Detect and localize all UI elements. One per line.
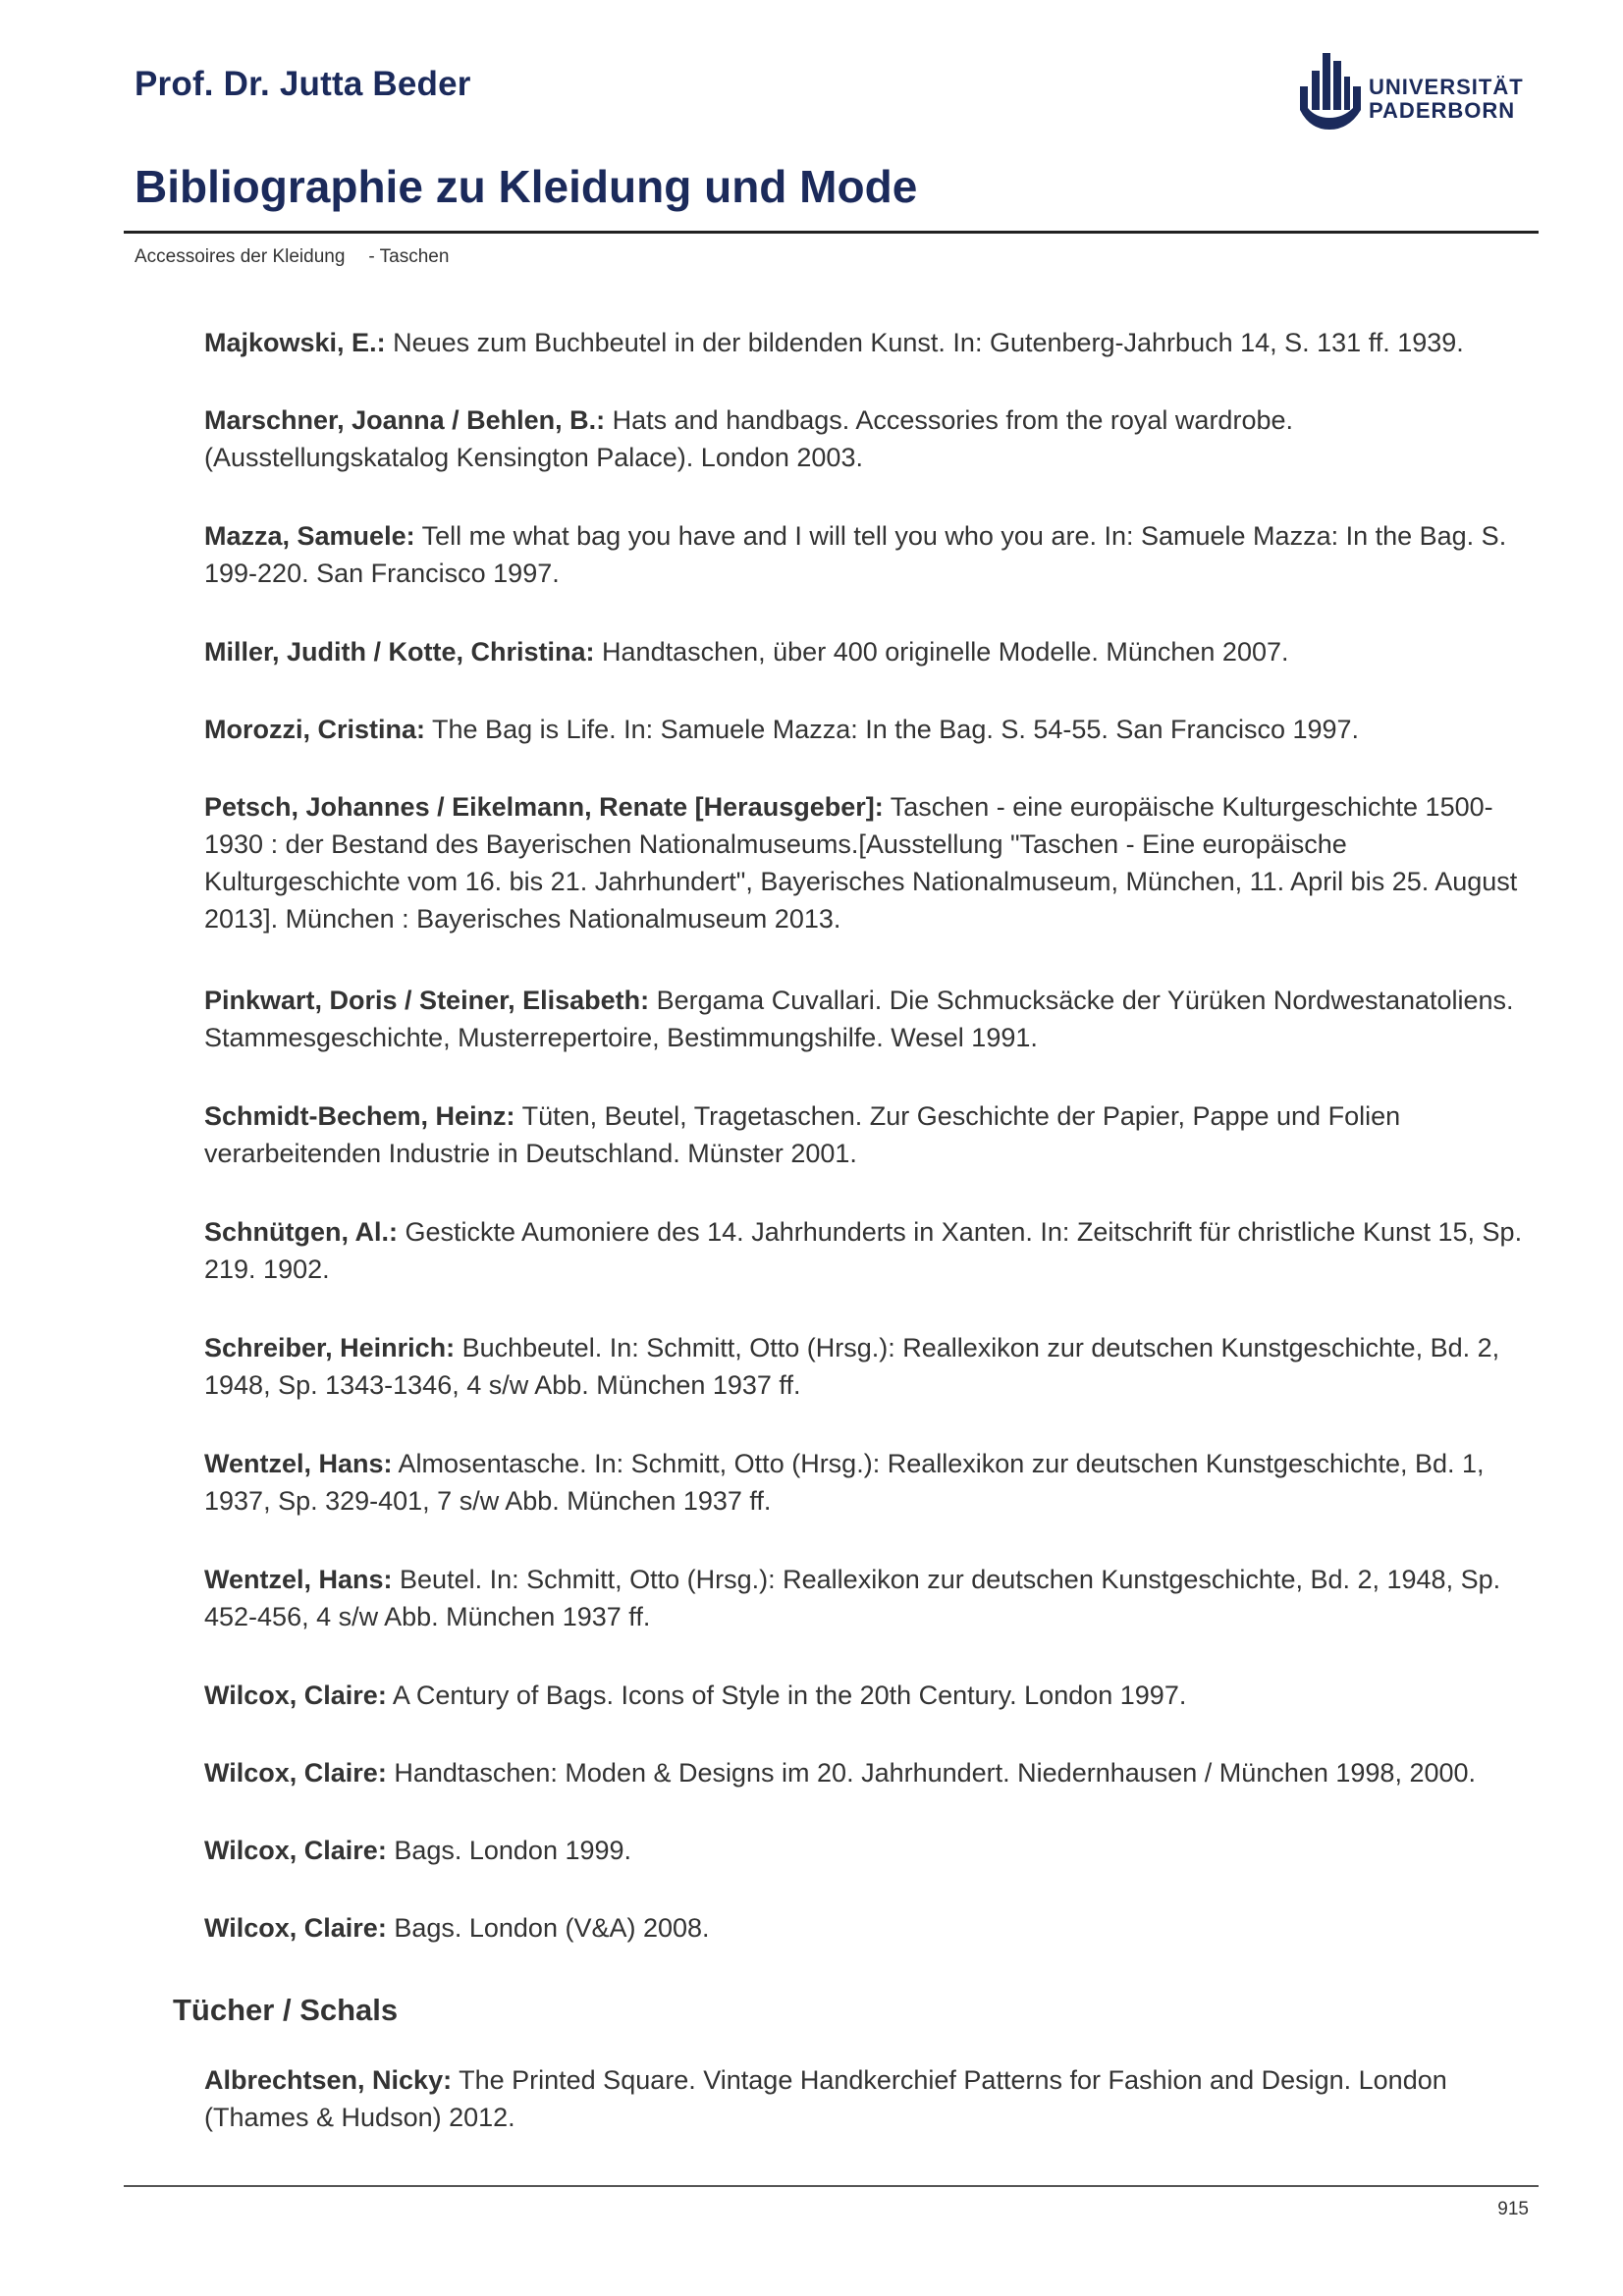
entry-text: Almosentasche. In: Schmitt, Otto (Hrsg.): Reallexikon zur deutschen Kunstgeschichte, Bd. 1, 1937, Sp. 329-401, 7 s/w Abb. München 1937 ff. (204, 1449, 1485, 1516)
bibliography-entry (204, 1832, 1530, 1869)
entry-author: Wilcox, Claire: (204, 1681, 387, 1710)
entry-text: Bags. London (V&A) 2008. (386, 1913, 710, 1943)
footer-divider (124, 2185, 1539, 2187)
entry-author: Wilcox, Claire: (204, 1913, 387, 1943)
entry-text: Hats and handbags. Accessories from the royal wardrobe. (Ausstellungskatalog Kensington Palace). London 2003. (204, 405, 1293, 472)
entry-text: Handtaschen: Moden & Designs im 20. Jahrhundert. Niedernhausen / München 1998, 2000. (386, 1758, 1477, 1788)
bibliography-entry (204, 1909, 1530, 1947)
breadcrumb-section: Accessoires der Kleidung (135, 246, 346, 267)
bibliography-entry (204, 1213, 1530, 1288)
entry-author: Pinkwart, Doris / Steiner, Elisabeth: (204, 986, 650, 1015)
bibliography-entry (204, 1677, 1530, 1714)
entry-text: Bergama Cuvallari. Die Schmucksäcke der Yürüken Nordwestanatoliens. Stammesgeschichte, Musterrepertoire, Bestimmungshilfe. Wesel 1991. (204, 986, 1514, 1052)
entry-text: Neues zum Buchbeutel in der bildenden Kunst. In: Gutenberg-Jahrbuch 14, S. 131 ff. 1939. (385, 328, 1464, 357)
bibliography-entry (204, 517, 1530, 592)
entry-author: Schmidt-Bechem, Heinz: (204, 1101, 515, 1131)
author-name: Prof. Dr. Jutta Beder (135, 65, 471, 103)
entry-text: Bags. London 1999. (386, 1836, 632, 1865)
entry-author: Majkowski, E.: (204, 328, 386, 357)
entry-text: Tell me what bag you have and I will tell you who you are. In: Samuele Mazza: In the Bag. S. 199-220. San Francisco 1997. (204, 521, 1507, 588)
bibliography-entry (204, 1097, 1530, 1172)
entry-author: Albrechtsen, Nicky: (204, 2065, 453, 2095)
university-logo-mark-icon (1296, 51, 1363, 133)
bibliography-entry (204, 1561, 1530, 1635)
entry-author: Petsch, Johannes / Eikelmann, Renate [Herausgeber]: (204, 792, 884, 822)
bibliography-entry (204, 1754, 1530, 1791)
entry-author: Wilcox, Claire: (204, 1836, 387, 1865)
entry-text: The Bag is Life. In: Samuele Mazza: In the Bag. S. 54-55. San Francisco 1997. (425, 715, 1360, 744)
entry-author: Marschner, Joanna / Behlen, B.: (204, 405, 606, 435)
entry-author: Wentzel, Hans: (204, 1565, 393, 1594)
page-number: 915 (1497, 2199, 1529, 2219)
entry-text: The Printed Square. Vintage Handkerchief Patterns for Fashion and Design. London (Thames & Hudson) 2012. (204, 2065, 1447, 2132)
entry-author: Wilcox, Claire: (204, 1758, 387, 1788)
entry-author: Wentzel, Hans: (204, 1449, 393, 1478)
document-title: Bibliographie zu Kleidung und Mode (135, 161, 918, 212)
entry-author: Schreiber, Heinrich: (204, 1333, 456, 1362)
breadcrumb-subsection: - Taschen (368, 246, 450, 267)
bibliography-entry (204, 1329, 1530, 1404)
entry-text: Tüten, Beutel, Tragetaschen. Zur Geschichte der Papier, Pappe und Folien verarbeitenden Industrie in Deutschland. Münster 2001. (204, 1101, 1401, 1168)
entry-text: A Century of Bags. Icons of Style in the 20th Century. London 1997. (386, 1681, 1187, 1710)
section-heading: Tücher / Schals (173, 1993, 399, 2027)
bibliography-entry (204, 2061, 1530, 2136)
entry-text: Gestickte Aumoniere des 14. Jahrhunderts in Xanten. In: Zeitschrift für christliche Kunst 15, Sp. 219. 1902. (204, 1217, 1523, 1284)
bibliography-entry (204, 788, 1530, 937)
header-divider (124, 231, 1539, 234)
entry-author: Morozzi, Cristina: (204, 715, 426, 744)
logo-text-line2: PADERBORN (1369, 98, 1516, 123)
bibliography-entry (204, 401, 1530, 476)
entry-text: Buchbeutel. In: Schmitt, Otto (Hrsg.): Reallexikon zur deutschen Kunstgeschichte, Bd. 2, 1948, Sp. 1343-1346, 4 s/w Abb. München 1937 ff. (204, 1333, 1500, 1400)
entry-text: Taschen - eine europäische Kulturgeschichte 1500-1930 : der Bestand des Bayerischen Nationalmuseums.[Ausstellung "Taschen - Eine europäische Kulturgeschichte vom 16. bis 21. Jahrhundert", Bayerisches Nationalmuseum, München, 11. April bis 25. August 2013]. München : Bayerisches Nationalmuseum 2013. (204, 792, 1518, 934)
entry-author: Mazza, Samuele: (204, 521, 415, 551)
bibliography-entry (204, 982, 1530, 1056)
bibliography-entry (204, 633, 1530, 670)
entry-author: Schnütgen, Al.: (204, 1217, 398, 1247)
entry-text: Handtaschen, über 400 originelle Modelle. München 2007. (594, 637, 1289, 667)
logo-text-line1: UNIVERSITÄT (1369, 75, 1524, 99)
bibliography-entry (204, 324, 1530, 361)
university-logo (1296, 51, 1527, 133)
breadcrumb (135, 246, 449, 268)
entry-author: Miller, Judith / Kotte, Christina: (204, 637, 595, 667)
bibliography-entry (204, 1445, 1530, 1520)
entry-text: Beutel. In: Schmitt, Otto (Hrsg.): Reallexikon zur deutschen Kunstgeschichte, Bd. 2, 1948, Sp. 452-456, 4 s/w Abb. München 1937 ff. (204, 1565, 1501, 1631)
bibliography-entry (204, 711, 1530, 748)
